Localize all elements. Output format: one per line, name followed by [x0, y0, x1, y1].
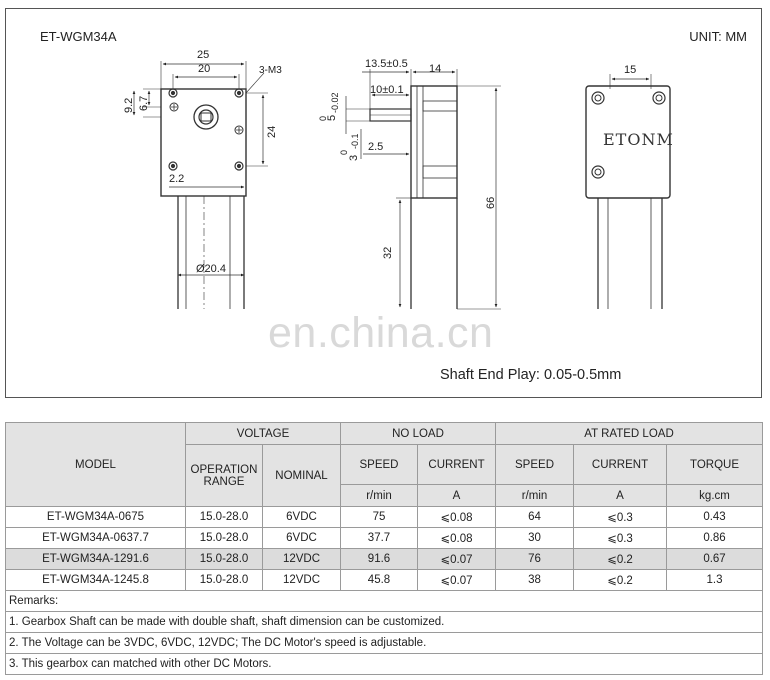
cell-nominal: 12VDC [263, 549, 341, 570]
watermark-text: en.china.cn [268, 309, 494, 357]
header-rl-current: CURRENT [574, 445, 667, 485]
dim-front-offset-2: 6.7 [138, 95, 150, 111]
remark-2: 2. The Voltage can be 3VDC, 6VDC, 12VDC; The DC Motor's speed is adjustable. [6, 633, 763, 654]
dim-side-shaft-total: 13.5±0.5 [365, 58, 408, 70]
cell-rl-speed: 76 [496, 549, 574, 570]
dim-front-width-inner: 20 [198, 63, 211, 75]
spec-table [5, 422, 763, 675]
header-no-load: NO LOAD [341, 423, 496, 445]
technical-drawing [5, 8, 762, 398]
spec-table-container [5, 422, 762, 675]
dim-front-height: 24 [266, 125, 278, 138]
header-nominal: NOMINAL [263, 445, 341, 507]
dim-side-offset: 2.5 [368, 141, 384, 153]
unit-rl-current: A [574, 485, 667, 507]
header-nl-current: CURRENT [418, 445, 496, 485]
dim-side-shaft-length: 10±0.1 [370, 84, 404, 96]
cell-model: ET-WGM34A-1291.6 [6, 549, 186, 570]
dim-shaft-diameter-tol-upper: 0 [318, 115, 328, 121]
header-rl-speed: SPEED [496, 445, 574, 485]
dim-shaft-flat-tol-upper: 0 [339, 149, 349, 155]
unit-nl-speed: r/min [341, 485, 418, 507]
unit-torque: kg.cm [667, 485, 763, 507]
cell-torque: 1.3 [667, 570, 763, 591]
cell-rl-current: ⩽0.2 [574, 549, 667, 570]
table-row [6, 507, 763, 528]
remarks-title-row [6, 591, 763, 612]
remark-row [6, 633, 763, 654]
dim-front-bottom-offset: 2.2 [169, 173, 185, 185]
cell-nominal: 6VDC [263, 528, 341, 549]
cell-nl-current: ⩽0.07 [418, 570, 496, 591]
dim-shaft-diameter-tol-lower: -0.02 [330, 92, 340, 113]
cell-range: 15.0-28.0 [186, 507, 263, 528]
unit-nl-current: A [418, 485, 496, 507]
cell-nominal: 6VDC [263, 507, 341, 528]
dim-back-width: 15 [624, 64, 637, 76]
remarks-title: Remarks: [6, 591, 763, 612]
cell-nl-speed: 91.6 [341, 549, 418, 570]
cell-rl-speed: 64 [496, 507, 574, 528]
header-model: MODEL [6, 423, 186, 507]
cell-rl-current: ⩽0.3 [574, 528, 667, 549]
cell-model: ET-WGM34A-0675 [6, 507, 186, 528]
header-rated-load: AT RATED LOAD [496, 423, 763, 445]
side-view [346, 69, 501, 309]
dim-front-offset-1: 9.2 [123, 97, 135, 113]
remark-1: 1. Gearbox Shaft can be made with double shaft, shaft dimension can be customized. [6, 612, 763, 633]
cell-model: ET-WGM34A-1245.8 [6, 570, 186, 591]
cell-torque: 0.43 [667, 507, 763, 528]
output-shaft-boss [194, 105, 218, 129]
dim-shaft-flat-tol-lower: -0.1 [350, 133, 360, 149]
unit-rl-speed: r/min [496, 485, 574, 507]
dim-shaft-flat: 3 [348, 154, 360, 161]
dim-side-total-height: 66 [485, 196, 497, 209]
dim-side-body: 14 [429, 63, 442, 75]
cell-rl-current: ⩽0.2 [574, 570, 667, 591]
header-torque: TORQUE [667, 445, 763, 485]
cell-torque: 0.67 [667, 549, 763, 570]
model-title: ET-WGM34A [40, 29, 117, 44]
table-row [6, 549, 763, 570]
dim-motor-diameter: Ø20.4 [196, 263, 226, 275]
dim-shaft-diameter: 5 [326, 114, 338, 121]
table-row [6, 570, 763, 591]
shaft-end-play-note: Shaft End Play: 0.05-0.5mm [440, 367, 622, 383]
remark-3: 3. This gearbox can matched with other DC Motors. [6, 654, 763, 675]
cell-torque: 0.86 [667, 528, 763, 549]
table-row [6, 528, 763, 549]
back-view [586, 74, 670, 309]
cell-range: 15.0-28.0 [186, 528, 263, 549]
cell-nl-speed: 37.7 [341, 528, 418, 549]
unit-label: UNIT: MM [689, 29, 747, 44]
cell-nl-speed: 75 [341, 507, 418, 528]
cell-rl-current: ⩽0.3 [574, 507, 667, 528]
dim-motor-length: 32 [382, 246, 394, 259]
cell-nl-speed: 45.8 [341, 570, 418, 591]
brand-mark: ETONM [603, 130, 674, 149]
cell-rl-speed: 30 [496, 528, 574, 549]
header-operation-range: OPERATION RANGE [186, 445, 263, 507]
remark-row [6, 612, 763, 633]
cell-rl-speed: 38 [496, 570, 574, 591]
cell-range: 15.0-28.0 [186, 570, 263, 591]
dim-screw-holes: 3-M3 [259, 65, 282, 76]
side-gearbox-outline [411, 86, 457, 198]
dim-front-width-outer: 25 [197, 49, 210, 61]
header-voltage: VOLTAGE [186, 423, 341, 445]
cell-model: ET-WGM34A-0637.7 [6, 528, 186, 549]
remark-row [6, 654, 763, 675]
cell-range: 15.0-28.0 [186, 549, 263, 570]
cell-nl-current: ⩽0.08 [418, 507, 496, 528]
cell-nominal: 12VDC [263, 570, 341, 591]
header-nl-speed: SPEED [341, 445, 418, 485]
cell-nl-current: ⩽0.07 [418, 549, 496, 570]
cell-nl-current: ⩽0.08 [418, 528, 496, 549]
